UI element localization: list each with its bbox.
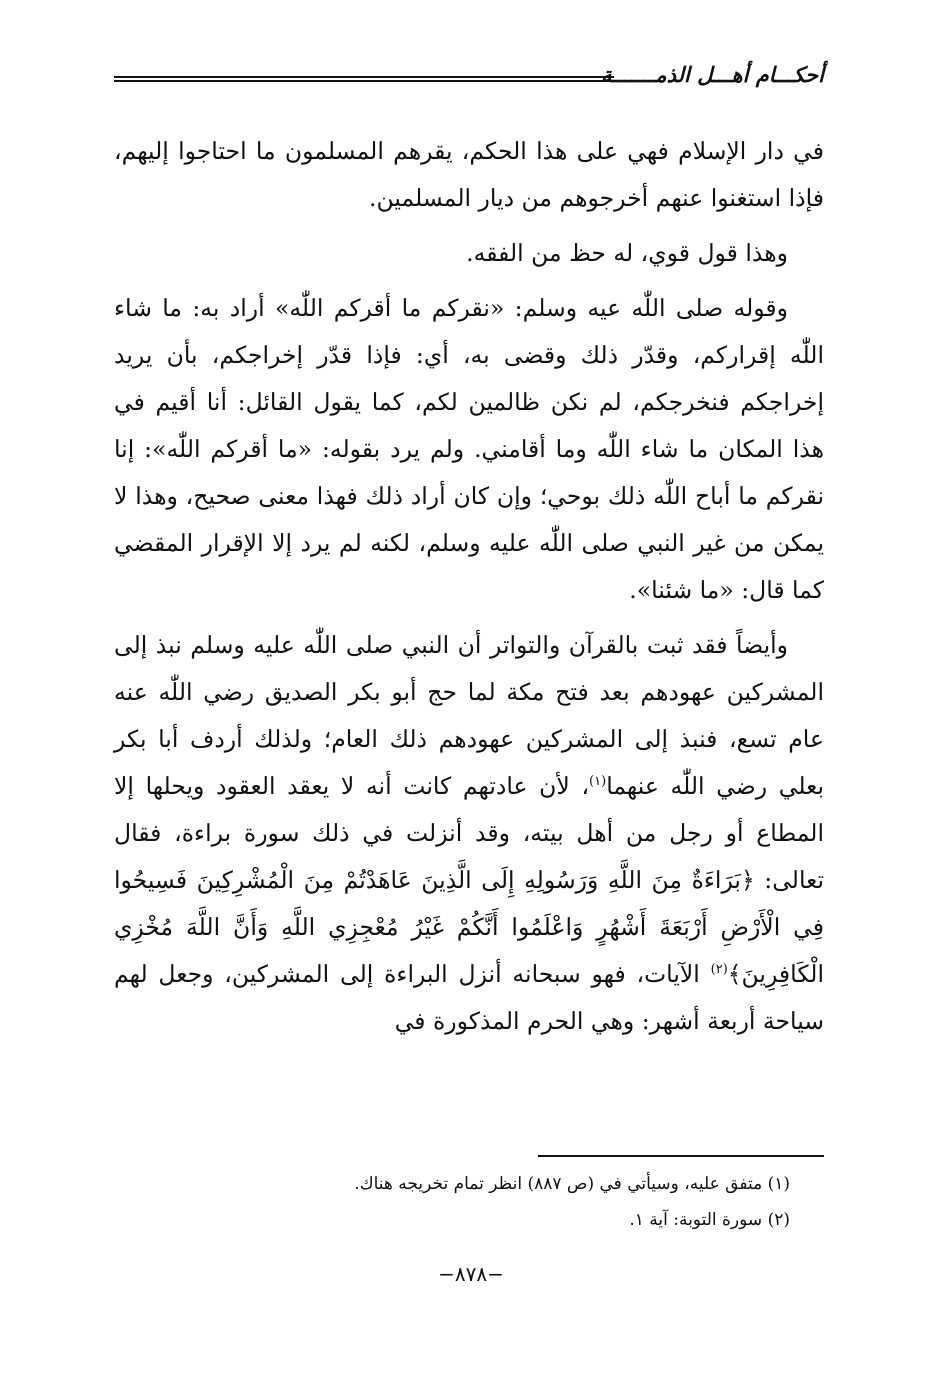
paragraph-4-text-b: ، لأن عادتهم كانت أنه لا يعقد العقود ويحلها إلا المطاع أو رجل من أهل بيته، وقد أنزلت في ذلك سورة براءة، فقال تعالى: (114, 772, 824, 894)
footnote-1: (١) متفق عليه، وسيأتي في (ص ٨٨٧) انظر تمام تخريجه هناك. (354, 1174, 790, 1194)
paragraph-3: وقوله صلى اللّٰه عيه وسلم: «نقركم ما أقركم اللّٰه» أراد به: ما شاء اللّٰه إقراركم، وقدّر ذلك وقضى به، أي: فإذا قدّر إخراجكم، بأن يريد إخراجكم فنخرجكم، لم نكن ظالمين لكم، كما يقول القائل: أنا أقيم في هذا المكان ما شاء اللّٰه وما أقامني. ولم يرد بقوله: «ما أقركم اللّٰه»: إنا نقركم ما أباح اللّٰه ذلك بوحي؛ وإن كان أراد ذلك فهذا معنى صحيح، وهذا لا يمكن من غير النبي صلى اللّٰه عليه وسلم، لكنه لم يرد إلا الإقرار المقضي كما قال: «ما شئنا». (114, 294, 824, 604)
footnote-2: (٢) سورة التوبة: آية ١. (629, 1210, 790, 1230)
paragraph-4-text-c: الآيات، فهو سبحانه أنزل البراءة إلى المشركين، وجعل لهم سياحة أربعة أشهر: وهي الحرم المذكورة في (114, 960, 824, 1035)
paragraph-4 (114, 622, 824, 1045)
footnote-separator (538, 1155, 824, 1157)
quran-verse: ﴿بَرَاءَةٌ مِنَ اللَّهِ وَرَسُولِهِ إِلَى الَّذِينَ عَاهَدْتُمْ مِنَ الْمُشْرِكِينَ فَسِيحُوا فِي الْأَرْضِ أَرْبَعَةَ أَشْهُرٍ وَاعْلَمُوا أَنَّكُمْ غَيْرُ مُعْجِزِي اللَّهِ وَأَنَّ اللَّهَ مُخْزِي الْكَافِرِينَ﴾ (114, 866, 824, 988)
paragraph-4-text-a: وأيضاً فقد ثبت بالقرآن والتواتر أن النبي صلى اللّٰه عليه وسلم نبذ إلى المشركين عهودهم بعد فتح مكة لما حج أبو بكر الصديق رضي اللّٰه عنه عام تسع، فنبذ إلى المشركين عهودهم ذلك العام؛ ولذلك أردف أبا بكر بعلي رضي اللّٰه عنهما (114, 631, 824, 800)
footnote-ref-2: (٢) (710, 962, 728, 978)
header-title: أحكـــام أهـــل الذمـــــــة (601, 62, 824, 87)
footnotes (114, 1166, 790, 1238)
paragraph-2: وهذا قول قوي، له حظ من الفقه. (466, 239, 788, 267)
page-number: −٨٧٨− (438, 1262, 504, 1286)
main-text (114, 128, 824, 1053)
footnote-ref-1: (١) (589, 774, 607, 790)
running-header (114, 62, 824, 94)
paragraph-1: في دار الإسلام فهي على هذا الحكم، يقرهم المسلمون ما احتاجوا إليهم، فإذا استغنوا عنهم أخرجوهم من ديار المسلمين. (114, 137, 824, 212)
header-double-rule (114, 76, 614, 82)
